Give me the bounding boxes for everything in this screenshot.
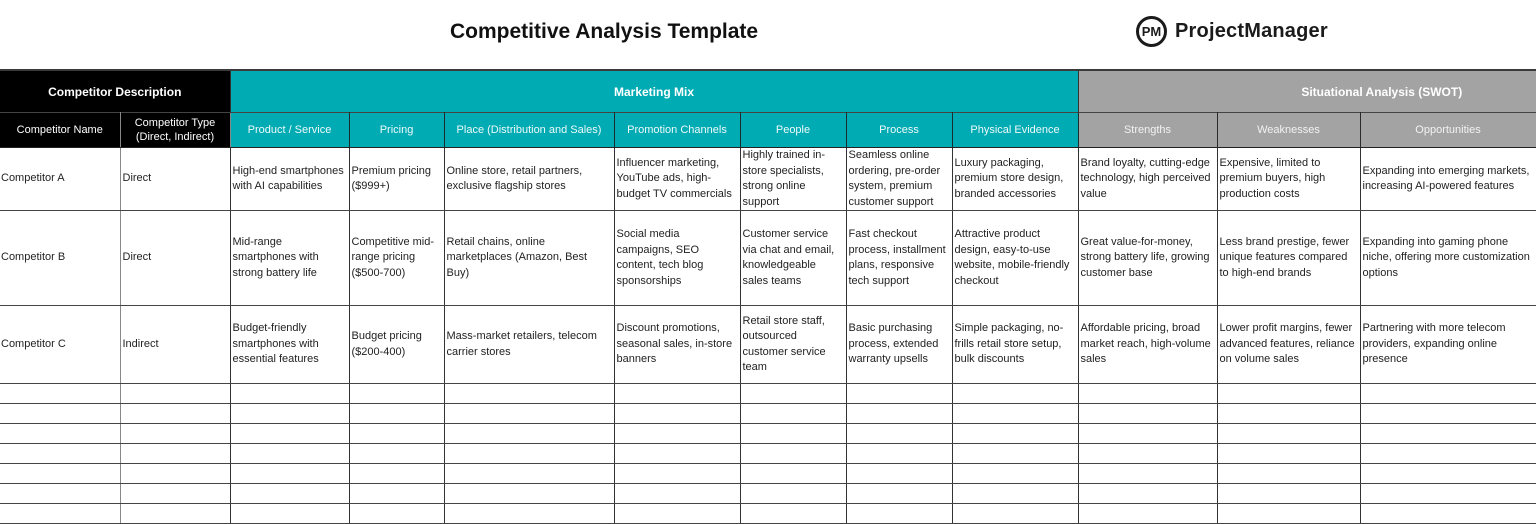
cell-promotion[interactable]: Influencer marketing, YouTube ads, high-budget TV commercials bbox=[614, 148, 740, 211]
empty-cell[interactable] bbox=[0, 504, 120, 524]
empty-cell[interactable] bbox=[952, 404, 1078, 424]
empty-cell[interactable] bbox=[740, 424, 846, 444]
cell-pricing[interactable]: Budget pricing ($200-400) bbox=[349, 306, 444, 384]
empty-cell[interactable] bbox=[0, 484, 120, 504]
cell-strengths[interactable]: Great value-for-money, strong battery life, growing customer base bbox=[1078, 211, 1217, 306]
empty-cell[interactable] bbox=[349, 384, 444, 404]
empty-cell[interactable] bbox=[1078, 444, 1217, 464]
cell-physical-evidence[interactable]: Luxury packaging, premium store design, branded accessories bbox=[952, 148, 1078, 211]
empty-cell[interactable] bbox=[230, 384, 349, 404]
cell-weaknesses[interactable]: Lower profit margins, fewer advanced features, reliance on volume sales bbox=[1217, 306, 1360, 384]
empty-cell[interactable] bbox=[444, 444, 614, 464]
empty-cell[interactable] bbox=[120, 384, 230, 404]
empty-cell[interactable] bbox=[1078, 404, 1217, 424]
cell-product[interactable]: Mid-range smartphones with strong battery life bbox=[230, 211, 349, 306]
empty-cell[interactable] bbox=[1360, 464, 1536, 484]
group-swot-label: Situational Analysis (SWOT) bbox=[1301, 84, 1463, 99]
empty-cell[interactable] bbox=[120, 484, 230, 504]
col-header-competitor-type[interactable] bbox=[120, 113, 230, 148]
empty-cell[interactable] bbox=[846, 484, 952, 504]
col-header-type-line2: (Direct, Indirect) bbox=[135, 131, 215, 143]
empty-cell[interactable] bbox=[0, 444, 120, 464]
cell-strengths[interactable]: Affordable pricing, broad market reach, high-volume sales bbox=[1078, 306, 1217, 384]
group-header-row bbox=[0, 70, 1536, 113]
cell-weaknesses[interactable]: Expensive, limited to premium buyers, high production costs bbox=[1217, 148, 1360, 211]
empty-cell[interactable] bbox=[1217, 484, 1360, 504]
empty-cell[interactable] bbox=[740, 484, 846, 504]
empty-cell[interactable] bbox=[614, 444, 740, 464]
cell-place[interactable]: Mass-market retailers, telecom carrier stores bbox=[444, 306, 614, 384]
cell-opportunities[interactable]: Expanding into emerging markets, increasing AI-powered features bbox=[1360, 148, 1536, 211]
cell-physical-evidence[interactable]: Attractive product design, easy-to-use website, mobile-friendly checkout bbox=[952, 211, 1078, 306]
col-header-weaknesses[interactable]: Weaknesses bbox=[1217, 113, 1360, 148]
empty-table-row bbox=[0, 384, 1536, 404]
cell-type[interactable]: Direct bbox=[120, 148, 230, 211]
empty-cell[interactable] bbox=[444, 404, 614, 424]
pm-logo-icon bbox=[1136, 16, 1167, 47]
empty-cell[interactable] bbox=[444, 464, 614, 484]
empty-cell[interactable] bbox=[230, 404, 349, 424]
cell-process[interactable]: Fast checkout process, installment plans, responsive tech support bbox=[846, 211, 952, 306]
cell-pricing[interactable]: Premium pricing ($999+) bbox=[349, 148, 444, 211]
empty-cell[interactable] bbox=[1217, 404, 1360, 424]
empty-cell[interactable] bbox=[1360, 384, 1536, 404]
cell-pricing[interactable]: Competitive mid-range pricing ($500-700) bbox=[349, 211, 444, 306]
empty-cell[interactable] bbox=[846, 404, 952, 424]
empty-cell[interactable] bbox=[444, 424, 614, 444]
cell-process[interactable]: Basic purchasing process, extended warranty upsells bbox=[846, 306, 952, 384]
empty-cell[interactable] bbox=[1217, 464, 1360, 484]
column-header-row bbox=[0, 113, 1536, 148]
cell-people[interactable]: Customer service via chat and email, knowledgeable sales teams bbox=[740, 211, 846, 306]
empty-cell[interactable] bbox=[230, 504, 349, 524]
empty-table-row bbox=[0, 404, 1536, 424]
empty-cell[interactable] bbox=[1217, 444, 1360, 464]
empty-cell[interactable] bbox=[349, 464, 444, 484]
col-header-opportunities[interactable]: Opportunities bbox=[1360, 113, 1536, 148]
empty-cell[interactable] bbox=[740, 404, 846, 424]
cell-promotion[interactable]: Social media campaigns, SEO content, tech blog sponsorships bbox=[614, 211, 740, 306]
empty-cell[interactable] bbox=[614, 424, 740, 444]
empty-cell[interactable] bbox=[120, 504, 230, 524]
empty-table-row bbox=[0, 484, 1536, 504]
cell-promotion[interactable]: Discount promotions, seasonal sales, in-store banners bbox=[614, 306, 740, 384]
empty-cell[interactable] bbox=[1078, 424, 1217, 444]
empty-cell[interactable] bbox=[230, 424, 349, 444]
empty-cell[interactable] bbox=[1078, 484, 1217, 504]
empty-cell[interactable] bbox=[614, 504, 740, 524]
cell-opportunities[interactable]: Expanding into gaming phone niche, offering more customization options bbox=[1360, 211, 1536, 306]
col-header-competitor-name[interactable]: Competitor Name bbox=[0, 113, 120, 148]
empty-cell[interactable] bbox=[1217, 384, 1360, 404]
empty-cell[interactable] bbox=[444, 504, 614, 524]
empty-cell[interactable] bbox=[846, 444, 952, 464]
logo-text: ProjectManager bbox=[1175, 20, 1328, 42]
empty-cell[interactable] bbox=[740, 504, 846, 524]
empty-cell[interactable] bbox=[230, 444, 349, 464]
cell-process[interactable]: Seamless online ordering, pre-order system, premium customer support bbox=[846, 148, 952, 211]
empty-cell[interactable] bbox=[614, 464, 740, 484]
table-row-competitor-c bbox=[0, 306, 1536, 384]
col-header-place[interactable]: Place (Distribution and Sales) bbox=[444, 113, 614, 148]
empty-cell[interactable] bbox=[952, 464, 1078, 484]
empty-cell[interactable] bbox=[614, 484, 740, 504]
empty-rows bbox=[0, 384, 1536, 524]
empty-cell[interactable] bbox=[740, 384, 846, 404]
empty-cell[interactable] bbox=[952, 424, 1078, 444]
empty-cell[interactable] bbox=[349, 504, 444, 524]
empty-cell[interactable] bbox=[349, 424, 444, 444]
empty-cell[interactable] bbox=[1360, 484, 1536, 504]
empty-cell[interactable] bbox=[0, 424, 120, 444]
group-competitor-description: Competitor Description bbox=[0, 70, 230, 113]
col-header-product-service[interactable]: Product / Service bbox=[230, 113, 349, 148]
cell-opportunities[interactable]: Partnering with more telecom providers, expanding online presence bbox=[1360, 306, 1536, 384]
empty-cell[interactable] bbox=[614, 384, 740, 404]
empty-cell[interactable] bbox=[952, 444, 1078, 464]
empty-cell[interactable] bbox=[740, 464, 846, 484]
empty-cell[interactable] bbox=[444, 484, 614, 504]
empty-cell[interactable] bbox=[1360, 404, 1536, 424]
cell-strengths[interactable]: Brand loyalty, cutting-edge technology, high perceived value bbox=[1078, 148, 1217, 211]
empty-cell[interactable] bbox=[846, 424, 952, 444]
group-marketing-mix: Marketing Mix bbox=[230, 70, 1078, 113]
empty-cell[interactable] bbox=[1360, 504, 1536, 524]
col-header-type-line1: Competitor Type bbox=[134, 117, 216, 129]
empty-cell[interactable] bbox=[1360, 444, 1536, 464]
empty-cell[interactable] bbox=[952, 504, 1078, 524]
table-row-competitor-a bbox=[0, 148, 1536, 211]
empty-table-row bbox=[0, 424, 1536, 444]
cell-weaknesses[interactable]: Less brand prestige, fewer unique features compared to high-end brands bbox=[1217, 211, 1360, 306]
cell-name[interactable]: Competitor A bbox=[0, 148, 120, 211]
empty-cell[interactable] bbox=[1217, 504, 1360, 524]
empty-cell[interactable] bbox=[846, 384, 952, 404]
cell-place[interactable]: Online store, retail partners, exclusive flagship stores bbox=[444, 148, 614, 211]
empty-cell[interactable] bbox=[120, 444, 230, 464]
cell-type[interactable]: Direct bbox=[120, 211, 230, 306]
empty-cell[interactable] bbox=[120, 424, 230, 444]
table-row-competitor-b bbox=[0, 211, 1536, 306]
empty-cell[interactable] bbox=[614, 404, 740, 424]
col-header-pricing[interactable]: Pricing bbox=[349, 113, 444, 148]
page-title-text: Competitive Analysis Template bbox=[450, 20, 759, 43]
empty-cell[interactable] bbox=[1217, 424, 1360, 444]
empty-cell[interactable] bbox=[0, 404, 120, 424]
competitive-analysis-table bbox=[0, 69, 1536, 524]
empty-cell[interactable] bbox=[1078, 384, 1217, 404]
col-header-physical-evidence[interactable]: Physical Evidence bbox=[952, 113, 1078, 148]
empty-cell[interactable] bbox=[230, 484, 349, 504]
empty-table-row bbox=[0, 504, 1536, 524]
empty-cell[interactable] bbox=[349, 484, 444, 504]
cell-place[interactable]: Retail chains, online marketplaces (Amazon, Best Buy) bbox=[444, 211, 614, 306]
col-header-strengths[interactable]: Strengths bbox=[1078, 113, 1217, 148]
empty-cell[interactable] bbox=[349, 444, 444, 464]
cell-name[interactable]: Competitor B bbox=[0, 211, 120, 306]
empty-cell[interactable] bbox=[120, 404, 230, 424]
empty-table-row bbox=[0, 444, 1536, 464]
empty-cell[interactable] bbox=[952, 384, 1078, 404]
empty-cell[interactable] bbox=[230, 464, 349, 484]
empty-cell[interactable] bbox=[0, 464, 120, 484]
cell-product[interactable]: Budget-friendly smartphones with essential features bbox=[230, 306, 349, 384]
cell-type[interactable]: Indirect bbox=[120, 306, 230, 384]
empty-cell[interactable] bbox=[1078, 504, 1217, 524]
empty-cell[interactable] bbox=[846, 504, 952, 524]
col-header-people[interactable]: People bbox=[740, 113, 846, 148]
empty-cell[interactable] bbox=[349, 404, 444, 424]
group-swot bbox=[1078, 70, 1536, 113]
empty-table-row bbox=[0, 464, 1536, 484]
logo-mark: PM bbox=[1141, 24, 1162, 39]
cell-physical-evidence[interactable]: Simple packaging, no-frills retail store setup, bulk discounts bbox=[952, 306, 1078, 384]
empty-cell[interactable] bbox=[0, 384, 120, 404]
empty-cell[interactable] bbox=[846, 464, 952, 484]
empty-cell[interactable] bbox=[952, 484, 1078, 504]
col-header-promotion-channels[interactable]: Promotion Channels bbox=[614, 113, 740, 148]
cell-name[interactable]: Competitor C bbox=[0, 306, 120, 384]
empty-cell[interactable] bbox=[1360, 424, 1536, 444]
cell-product[interactable]: High-end smartphones with AI capabilities bbox=[230, 148, 349, 211]
col-header-process[interactable]: Process bbox=[846, 113, 952, 148]
empty-cell[interactable] bbox=[120, 464, 230, 484]
empty-cell[interactable] bbox=[1078, 464, 1217, 484]
empty-cell[interactable] bbox=[444, 384, 614, 404]
cell-people[interactable]: Retail store staff, outsourced customer service team bbox=[740, 306, 846, 384]
cell-people[interactable]: Highly trained in-store specialists, strong online support bbox=[740, 148, 846, 211]
brand-logo bbox=[1136, 16, 1328, 47]
empty-cell[interactable] bbox=[740, 444, 846, 464]
